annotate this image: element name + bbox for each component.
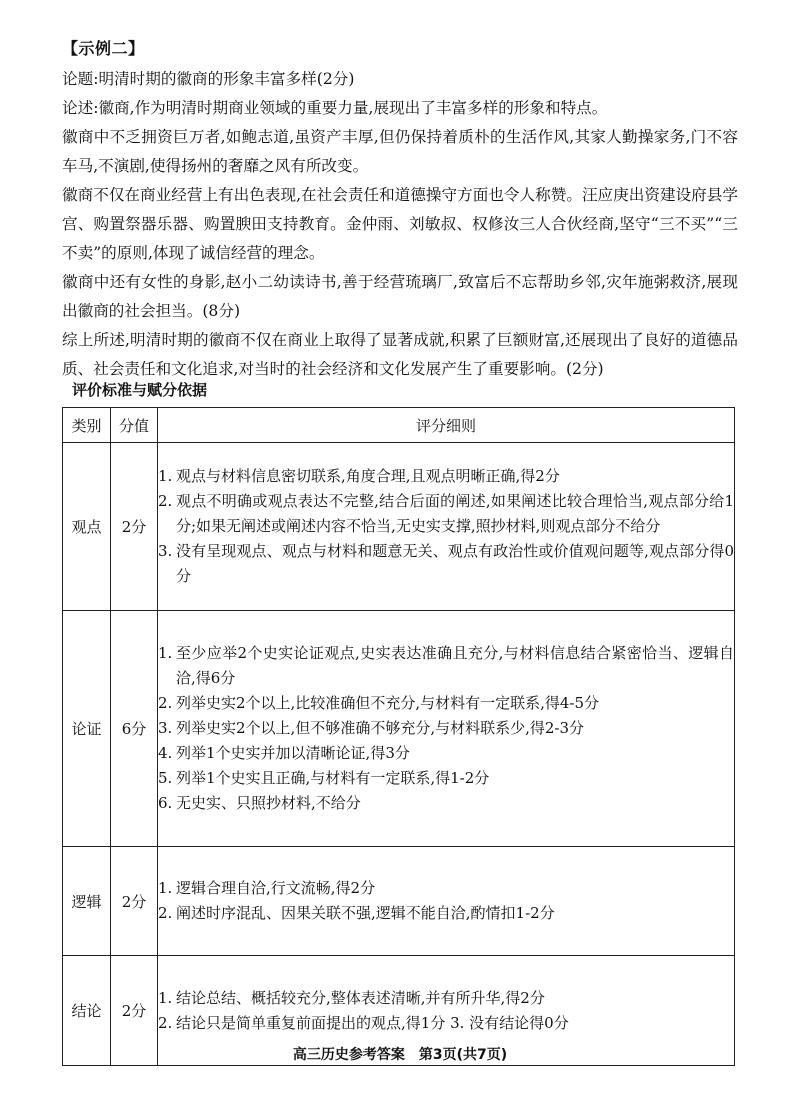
rule-item: 1. 逻辑合理自洽,行文流畅,得2分 — [158, 879, 376, 897]
example-heading: 【示例二】 — [62, 39, 145, 58]
header-score: 分值 — [111, 408, 158, 443]
rule-item: 1. 观点与材料信息密切联系,角度合理,且观点明晰正确,得2分 — [158, 467, 560, 485]
table-header-row — [63, 408, 735, 443]
rule-item: 6. 无史实、只照抄材料,不给分 — [158, 794, 361, 812]
paragraph-bao-zhidao: 徽商中不乏拥资巨万者,如鲍志道,虽资产丰厚,但仍保持着质朴的生活作风,其家人勤操家务,门不容车马,不演剧,使得扬州的奢靡之风有所改变。 — [62, 128, 738, 175]
row-category: 逻辑 — [63, 847, 111, 956]
rule-item: 1. 结论总结、概括较充分,整体表述清晰,并有所升华,得2分 — [158, 988, 545, 1007]
row-rules — [158, 443, 735, 611]
row-score: 2分 — [111, 847, 158, 956]
row-rules — [158, 611, 735, 847]
row-score: 2分 — [111, 956, 158, 1066]
table-row — [63, 443, 735, 611]
rule-item: 2. 阐述时序混乱、因果关联不强,逻辑不能自洽,酌情扣1-2分 — [158, 904, 555, 922]
table-row — [63, 611, 735, 847]
rule-item: 3. 没有呈现观点、观点与材料和题意无关、观点有政治性或价值观问题等,观点部分得0分 — [158, 542, 734, 585]
row-score: 2分 — [111, 443, 158, 611]
conclusion-paragraph: 综上所述,明清时期的徽商不仅在商业上取得了显著成就,积累了巨额财富,还展现出了良好的道德品质、社会责任和文化追求,对当时的社会经济和文化发展产生了重要影响。(2分) — [62, 331, 738, 378]
row-category: 论证 — [63, 611, 111, 847]
topic-line: 论题:明清时期的徽商的形象丰富多样(2分) — [62, 70, 355, 88]
table-row — [63, 847, 735, 956]
rule-item: 3. 列举史实2个以上,但不够准确不够充分,与材料联系少,得2-3分 — [158, 719, 585, 737]
rubric-table — [62, 407, 735, 1066]
rule-item: 2. 结论只是简单重复前面提出的观点,得1分 3. 没有结论得0分 — [158, 1013, 569, 1032]
rubric-title: 评价标准与赋分依据 — [72, 381, 208, 399]
row-score: 6分 — [111, 611, 158, 847]
row-rules — [158, 847, 735, 956]
rule-item: 2. 列举史实2个以上,比较准确但不充分,与材料有一定联系,得4-5分 — [158, 694, 600, 712]
page-footer: 高三历史参考答案 第3页(共7页) — [292, 1047, 508, 1063]
header-category: 类别 — [63, 408, 111, 443]
rule-item: 5. 列举1个史实且正确,与材料有一定联系,得1-2分 — [158, 769, 490, 787]
rule-item: 4. 列举1个史实并加以清晰论证,得3分 — [158, 744, 410, 762]
rule-item: 2. 观点不明确或观点表达不完整,结合后面的阐述,如果阐述比较合理恰当,观点部分给1分;如果无阐述或阐述内容不恰当,无史实支撑,照抄材料,则观点部分不给分 — [158, 492, 734, 535]
row-category: 结论 — [63, 956, 111, 1066]
argument-intro: 论述:徽商,作为明清时期商业领域的重要力量,展现出了丰富多样的形象和特点。 — [62, 99, 608, 117]
paragraph-female-merchant: 徽商中还有女性的身影,赵小二幼读诗书,善于经营琉璃厂,致富后不忘帮助乡邻,灾年施粥救济,展现出徽商的社会担当。(8分) — [62, 273, 738, 320]
rule-item: 1. 至少应举2个史实论证观点,史实表达准确且充分,与材料信息结合紧密恰当、逻辑自洽,得6分 — [158, 644, 734, 687]
paragraph-social-responsibility: 徽商不仅在商业经营上有出色表现,在社会责任和道德操守方面也令人称赞。汪应庚出资建设府县学宫、购置祭器乐器、购置腴田支持教育。金仲雨、刘敏叔、权修汝三人合伙经商,坚守“三不买”“三不卖”的原则,体现了诚信经营的理念。 — [62, 186, 738, 262]
row-category: 观点 — [63, 443, 111, 611]
header-details: 评分细则 — [158, 408, 735, 443]
